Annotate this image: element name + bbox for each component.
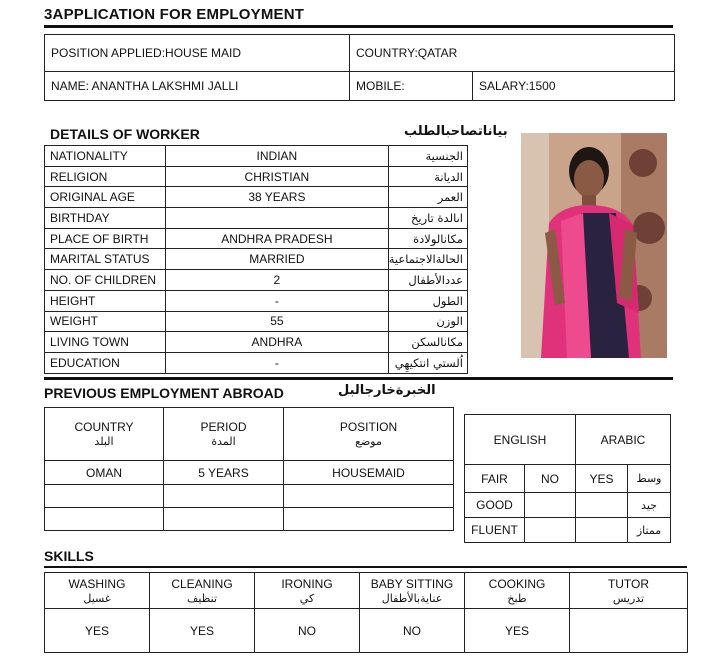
detail-label-ar: الجنسية <box>388 146 467 167</box>
salary: SALARY:1500 <box>473 72 675 101</box>
detail-label-ar: مكانالسكن <box>388 332 467 353</box>
table-row <box>45 352 468 373</box>
detail-label: LIVING TOWN <box>45 332 166 353</box>
table-row <box>45 270 468 291</box>
skill-header <box>45 573 150 609</box>
emp-cell <box>45 508 164 531</box>
section-rule-employment <box>44 377 673 380</box>
emp-cell <box>164 485 284 508</box>
skills-table <box>44 572 688 653</box>
skill-header <box>255 573 360 609</box>
emp-header-country <box>45 408 164 461</box>
skill-header <box>150 573 255 609</box>
detail-value: MARRIED <box>166 249 389 270</box>
detail-label-ar: الحالةالاجتماعية <box>388 249 467 270</box>
table-row <box>465 518 671 543</box>
skill-label-ar: عنايةبالأطفال <box>381 591 443 605</box>
detail-label: NATIONALITY <box>45 146 166 167</box>
detail-label-ar: الديانة <box>388 166 467 187</box>
skill-label: TUTOR <box>607 576 650 591</box>
table-row <box>45 187 468 208</box>
emp-cell <box>164 508 284 531</box>
lang-arabic <box>576 518 628 543</box>
detail-label: WEIGHT <box>45 311 166 332</box>
emp-cell: OMAN <box>45 461 164 485</box>
detail-label: BIRTHDAY <box>45 208 166 229</box>
skill-label-ar: تنظيف <box>186 591 218 605</box>
skill-label-ar: كي <box>299 591 315 605</box>
skill-value <box>570 609 688 653</box>
emp-cell <box>284 508 454 531</box>
skill-header <box>570 573 688 609</box>
detail-label: HEIGHT <box>45 290 166 311</box>
skill-label-ar: غسيل <box>83 591 111 605</box>
table-row <box>465 493 671 518</box>
lang-level-ar: ممتاز <box>628 518 671 543</box>
detail-value: - <box>166 290 389 311</box>
table-row <box>45 249 468 270</box>
skill-header <box>360 573 465 609</box>
table-row <box>45 311 468 332</box>
skill-value: YES <box>150 609 255 653</box>
emp-header-position <box>284 408 454 461</box>
worker-details-table <box>44 145 468 374</box>
skill-label: IRONING <box>281 576 333 591</box>
table-row <box>45 508 454 531</box>
detail-value: 38 YEARS <box>166 187 389 208</box>
table-row <box>45 228 468 249</box>
skill-label: BABY SITTING <box>370 576 454 591</box>
emp-cell <box>45 485 164 508</box>
lang-level: GOOD <box>465 493 525 518</box>
detail-label: NO. OF CHILDREN <box>45 270 166 291</box>
mobile: MOBILE: <box>350 72 473 101</box>
table-row <box>45 461 454 485</box>
emp-header-label-ar: المدة <box>211 435 236 448</box>
skill-label-ar: تدريس <box>612 591 645 605</box>
skill-value: YES <box>45 609 150 653</box>
page-title: 3APPLICATION FOR EMPLOYMENT <box>44 6 305 23</box>
skill-value: NO <box>255 609 360 653</box>
employment-table <box>44 407 454 531</box>
detail-value: CHRISTIAN <box>166 166 389 187</box>
detail-label: PLACE OF BIRTH <box>45 228 166 249</box>
skill-label: CLEANING <box>171 576 233 591</box>
emp-cell <box>284 485 454 508</box>
lang-english <box>525 493 576 518</box>
detail-label: RELIGION <box>45 166 166 187</box>
detail-label-ar: العمر <box>388 187 467 208</box>
emp-header-label-ar: موضع <box>355 435 382 448</box>
detail-label: ORIGINAL AGE <box>45 187 166 208</box>
section-rule-skills <box>44 566 687 568</box>
lang-header-english: ENGLISH <box>465 415 576 465</box>
table-row <box>465 465 671 493</box>
skill-label: COOKING <box>488 576 546 591</box>
detail-value: ANDHRA <box>166 332 389 353</box>
emp-header-label-ar: البلد <box>94 435 114 448</box>
table-row <box>45 290 468 311</box>
lang-arabic <box>576 493 628 518</box>
table-row <box>45 609 688 653</box>
detail-label-ar: اُلستي انتكيهِي <box>388 352 467 373</box>
emp-header-label: PERIOD <box>200 420 247 434</box>
detail-label: MARITAL STATUS <box>45 249 166 270</box>
table-row <box>45 166 468 187</box>
detail-label-ar: الطول <box>388 290 467 311</box>
lang-arabic: YES <box>576 465 628 493</box>
detail-label-ar: مكانالولادة <box>388 228 467 249</box>
lang-level: FLUENT <box>465 518 525 543</box>
skills-title: SKILLS <box>44 548 94 564</box>
applicant-summary-table <box>44 34 675 101</box>
details-title: DETAILS OF WORKER <box>50 126 200 142</box>
position-applied: POSITION APPLIED:HOUSE MAID <box>45 35 350 72</box>
detail-value: 55 <box>166 311 389 332</box>
table-row <box>45 208 468 229</box>
emp-header-label: POSITION <box>339 420 398 434</box>
details-title-ar: بياناتصاحبالطلب <box>404 124 508 139</box>
emp-header-label: COUNTRY <box>74 420 134 434</box>
skill-label-ar: طبخ <box>507 591 527 605</box>
applicant-name: NAME: ANANTHA LAKSHMI JALLI <box>45 72 350 101</box>
emp-cell: 5 YEARS <box>164 461 284 485</box>
emp-cell: HOUSEMAID <box>284 461 454 485</box>
lang-level: FAIR <box>465 465 525 493</box>
lang-header-arabic: ARABIC <box>576 415 671 465</box>
detail-value <box>166 208 389 229</box>
skill-value: YES <box>465 609 570 653</box>
title-rule <box>44 25 673 28</box>
employment-title: PREVIOUS EMPLOYMENT ABROAD <box>44 385 284 401</box>
detail-value: - <box>166 352 389 373</box>
employment-title-ar: الخبرةخارجالبل <box>338 383 436 398</box>
detail-value: INDIAN <box>166 146 389 167</box>
detail-label-ar: عددالأطفال <box>388 270 467 291</box>
detail-value: 2 <box>166 270 389 291</box>
table-row <box>45 146 468 167</box>
detail-label-ar: الوزن <box>388 311 467 332</box>
table-row <box>45 485 454 508</box>
skill-header <box>465 573 570 609</box>
table-row <box>45 332 468 353</box>
detail-label: EDUCATION <box>45 352 166 373</box>
skill-label: WASHING <box>68 576 126 591</box>
lang-english <box>525 518 576 543</box>
lang-level-ar: جيد <box>628 493 671 518</box>
skill-value: NO <box>360 609 465 653</box>
detail-label-ar: اىالدة تاريخ <box>388 208 467 229</box>
lang-english: NO <box>525 465 576 493</box>
emp-header-period <box>164 408 284 461</box>
worker-photo <box>521 133 667 358</box>
language-table <box>464 414 671 543</box>
country: COUNTRY:QATAR <box>350 35 675 72</box>
lang-level-ar: وسط <box>628 465 671 493</box>
detail-value: ANDHRA PRADESH <box>166 228 389 249</box>
